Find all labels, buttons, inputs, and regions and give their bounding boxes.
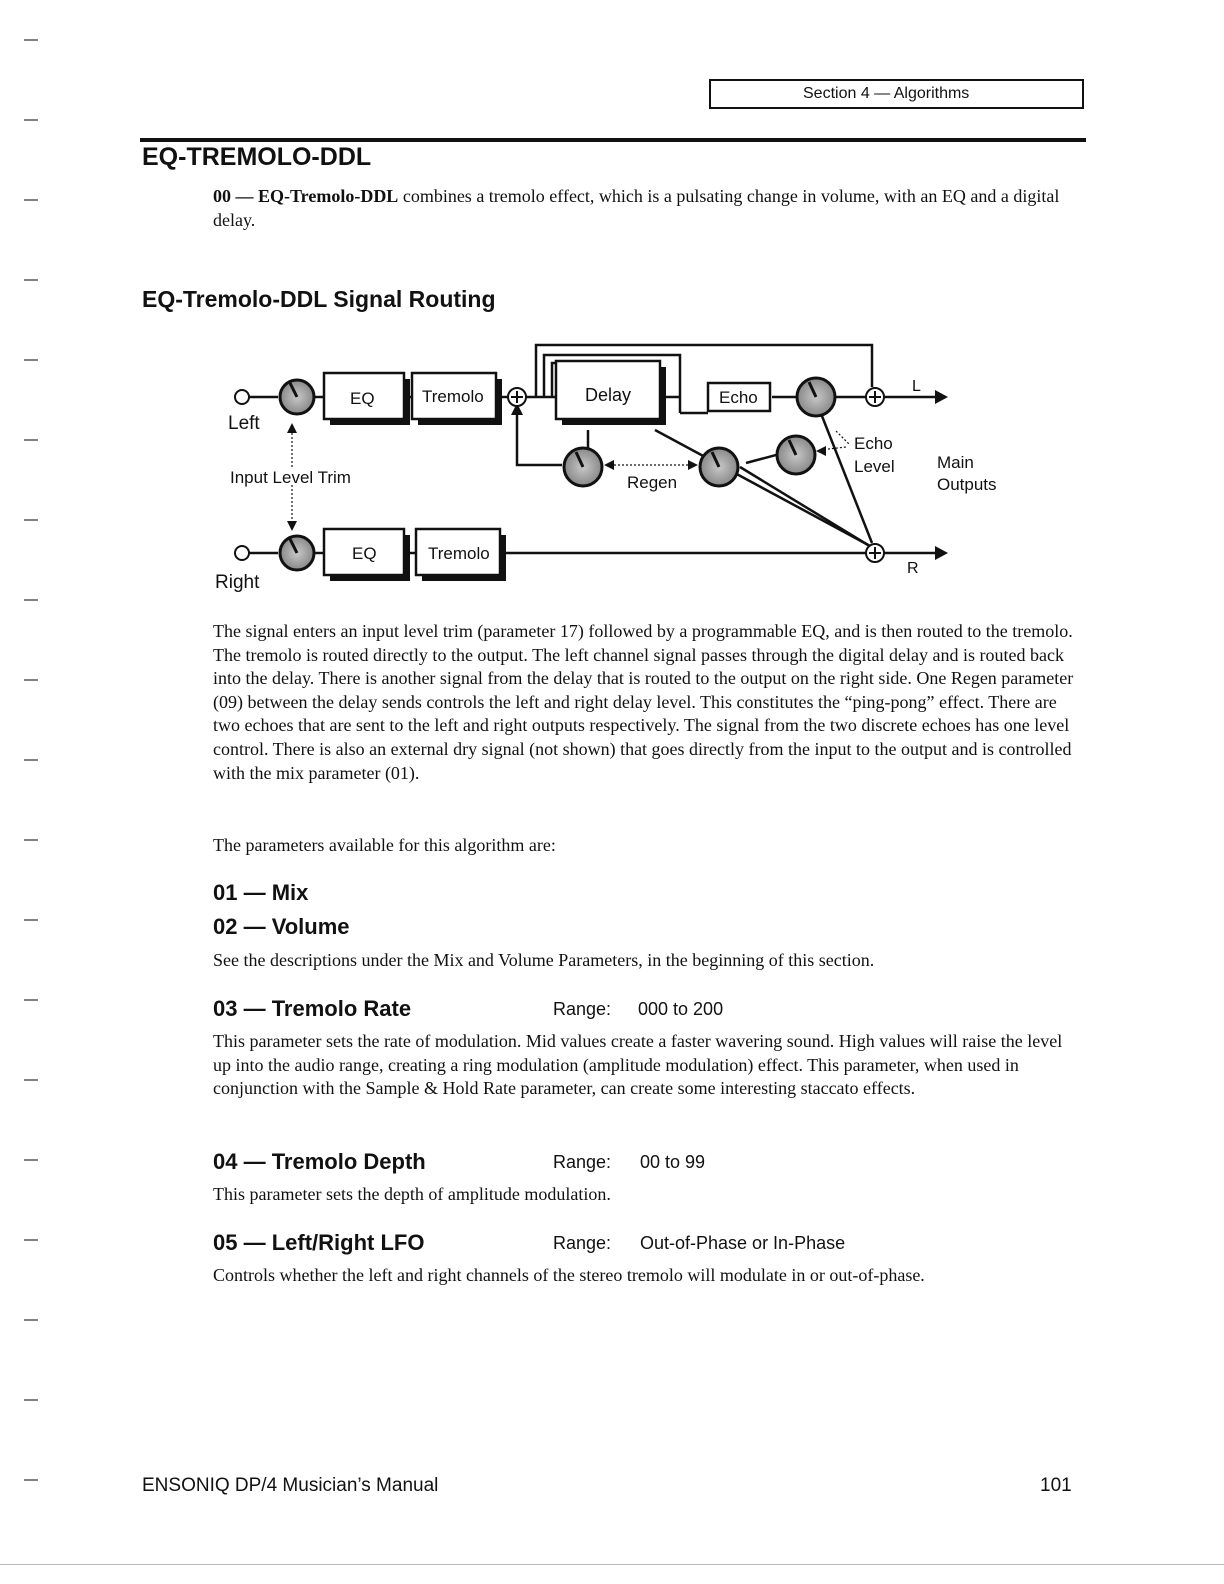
tremolo-top-label: Tremolo [422,387,484,406]
tremolo-rate-description: This parameter sets the rate of modulation. Mid values create a faster wavering sound. High values will raise the level up into the audio range, creating a ring modulation (amplitude modulation) effect. This parameter, when used in conjunction with the Sample & Hold Rate parameter, can create some interesting staccato effects. [213,1031,1063,1099]
tremolo-rate-range-label: Range: [553,999,612,1019]
param-lfo-heading: 05 — Left/Right LFO [213,1230,425,1255]
tremolo-depth-description: This parameter sets the depth of amplitude modulation. [213,1184,611,1204]
binding-marks [22,0,52,1560]
footer-page-number: 101 [1040,1475,1072,1496]
lfo-range-label: Range: [553,1233,612,1253]
param-volume-heading: 02 — Volume [213,914,350,939]
section-title: Section 4 — Algorithms [803,85,970,102]
algorithm-title: EQ-TREMOLO-DDL [142,143,372,171]
delay-label: Delay [585,385,632,405]
section-header-box [709,79,1084,109]
signal-routing-title: EQ-Tremolo-DDL Signal Routing [142,286,496,312]
page-bottom-edge [0,1564,1224,1565]
lfo-description: Controls whether the left and right channels of the stereo tremolo will modulate in or out-of-phase. [213,1265,925,1285]
param-mix-heading: 01 — Mix [213,880,309,905]
right-input-label: Right [215,572,260,593]
main-outputs-label-line2: Outputs [937,475,997,494]
footer-manual-title: ENSONIQ DP/4 Musician’s Manual [142,1475,439,1496]
right-input-jack-icon [235,546,249,560]
left-input-label: Left [228,413,260,434]
mix-volume-description: See the descriptions under the Mix and Volume Parameters, in the beginning of this section. [213,950,875,970]
tremolo-bottom-label: Tremolo [428,544,490,563]
signal-routing-diagram [200,335,1020,605]
param-tremolo-depth-heading: 04 — Tremolo Depth [213,1149,426,1174]
regen-label: Regen [627,473,678,492]
parameters-intro: The parameters available for this algorithm are: [213,835,556,855]
echo-level-label-line2: Level [854,457,895,476]
eq-bottom-label: EQ [352,544,377,563]
echo-level-label-line1: Echo [854,434,893,453]
routing-description: The signal enters an input level trim (parameter 17) followed by a programmable EQ, and is then routed to the tremolo. The tremolo is routed directly to the output. The left channel signal passes through the digital delay and is routed back into the delay. There is another signal from the delay that is routed to the output on the right side. One Regen parameter (09) between the delay sends controls the left and right delay level. This constitutes the “ping-pong” effect. There are two echoes that are sent to the left and right outputs respectively. The signal from the two discrete echoes has one level control. There is also an external dry signal (not shown) that goes directly from the input to the output and is controlled with the mix parameter (01). [213,621,1074,783]
tremolo-rate-range-value: 000 to 200 [638,999,724,1019]
title-rule [140,138,1086,142]
lfo-range-value: Out-of-Phase or In-Phase [640,1233,846,1253]
tremolo-depth-range-label: Range: [553,1152,612,1172]
left-input-jack-icon [235,390,249,404]
param-tremolo-rate-heading: 03 — Tremolo Rate [213,996,412,1021]
main-outputs-label-line1: Main [937,453,974,472]
echo-label: Echo [719,388,758,407]
tremolo-depth-range-value: 00 to 99 [640,1152,706,1172]
left-output-label: L [912,378,921,395]
intro-text: combines a tremolo effect, which is a pulsating change in volume, with an EQ and a digital delay. [213,186,1060,230]
eq-top-label: EQ [350,389,375,408]
input-level-trim-label: Input Level Trim [230,468,351,487]
intro-algorithm-number: 00 — EQ-Tremolo-DDL [213,186,399,206]
algorithm-intro [213,184,1083,232]
right-output-label: R [907,560,919,577]
